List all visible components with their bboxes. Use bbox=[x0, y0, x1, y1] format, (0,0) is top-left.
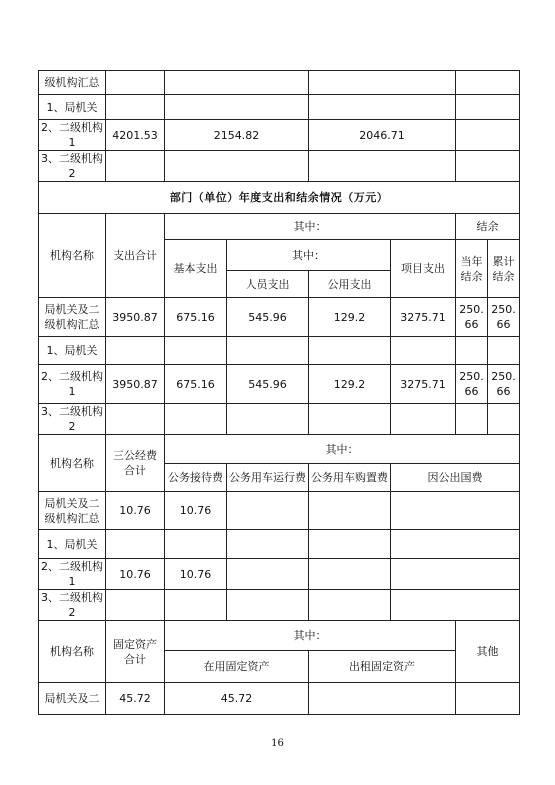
value-cell bbox=[227, 559, 309, 590]
table-row bbox=[39, 151, 520, 182]
value-cell: 3950.87 bbox=[106, 298, 165, 337]
budget-table bbox=[38, 70, 520, 715]
page-number: 16 bbox=[271, 738, 284, 749]
org-name-cell: 局机关及二 bbox=[39, 683, 106, 715]
value-cell bbox=[227, 492, 309, 530]
header-cell: 基本支出 bbox=[165, 240, 227, 298]
table-row bbox=[39, 95, 520, 120]
org-name-cell: 3、二级机构 2 bbox=[39, 590, 106, 621]
value-cell: 45.72 bbox=[165, 683, 309, 715]
table-row bbox=[39, 492, 520, 530]
value-cell: 45.72 bbox=[106, 683, 165, 715]
section-title: 部门（单位）年度支出和结余情况（万元） bbox=[39, 182, 520, 214]
value-cell bbox=[391, 590, 520, 621]
section-title-row bbox=[39, 182, 520, 214]
header-cell: 在用固定资产 bbox=[165, 651, 309, 683]
table-row bbox=[39, 337, 520, 365]
header-cell: 当年结余 bbox=[456, 240, 488, 298]
org-name-cell: 3、二级机构 2 bbox=[39, 151, 106, 182]
value-cell bbox=[488, 404, 520, 435]
value-cell bbox=[391, 530, 520, 559]
value-cell bbox=[227, 337, 309, 365]
value-cell bbox=[106, 404, 165, 435]
value-cell bbox=[227, 530, 309, 559]
header-cell: 人员支出 bbox=[227, 271, 309, 298]
header-cell: 其中： bbox=[227, 240, 391, 271]
table-row bbox=[39, 530, 520, 559]
header-cell: 其他 bbox=[456, 621, 520, 683]
header-cell: 公务用车购置费 bbox=[309, 464, 391, 492]
value-cell: 250.66 bbox=[488, 365, 520, 404]
value-cell bbox=[227, 404, 309, 435]
value-cell bbox=[391, 337, 456, 365]
value-cell bbox=[165, 337, 227, 365]
header-row bbox=[39, 621, 520, 651]
value-cell: 10.76 bbox=[165, 559, 227, 590]
header-row bbox=[39, 435, 520, 464]
org-name-cell: 局机关及二级机构汇总 bbox=[39, 298, 106, 337]
value-cell bbox=[391, 559, 520, 590]
header-cell: 其中： bbox=[165, 621, 456, 651]
value-cell: 3275.71 bbox=[391, 365, 456, 404]
value-cell: 675.16 bbox=[165, 365, 227, 404]
table-row bbox=[39, 71, 520, 95]
header-cell: 项目支出 bbox=[391, 240, 456, 298]
value-cell: 545.96 bbox=[227, 365, 309, 404]
value-cell bbox=[488, 337, 520, 365]
value-cell bbox=[227, 590, 309, 621]
header-cell: 其中： bbox=[165, 435, 520, 464]
value-cell: 250.66 bbox=[456, 365, 488, 404]
value-cell bbox=[391, 404, 456, 435]
value-cell bbox=[391, 492, 520, 530]
value-cell: 10.76 bbox=[106, 559, 165, 590]
header-cell: 支出合计 bbox=[106, 214, 165, 298]
header-cell: 机构名称 bbox=[39, 214, 106, 298]
value-cell bbox=[165, 590, 227, 621]
value-cell bbox=[309, 404, 391, 435]
org-name-cell: 1、局机关 bbox=[39, 337, 106, 365]
header-cell: 机构名称 bbox=[39, 435, 106, 492]
header-cell: 结余 bbox=[456, 214, 520, 240]
value-cell bbox=[309, 492, 391, 530]
table-row bbox=[39, 404, 520, 435]
header-cell: 公务用车运行费 bbox=[227, 464, 309, 492]
org-name-cell: 局机关及二级机构汇总 bbox=[39, 492, 106, 530]
value-cell: 3950.87 bbox=[106, 365, 165, 404]
header-cell: 公用支出 bbox=[309, 271, 391, 298]
value-cell bbox=[165, 530, 227, 559]
header-cell: 机构名称 bbox=[39, 621, 106, 683]
value-cell: 545.96 bbox=[227, 298, 309, 337]
org-name-cell: 3、二级机构 2 bbox=[39, 404, 106, 435]
header-row bbox=[39, 214, 520, 240]
value-cell bbox=[309, 559, 391, 590]
header-cell: 三公经费合计 bbox=[106, 435, 165, 492]
org-name-cell: 1、局机关 bbox=[39, 530, 106, 559]
value-cell: 2046.71 bbox=[309, 120, 456, 151]
value-cell bbox=[456, 337, 488, 365]
header-cell: 累计结余 bbox=[488, 240, 520, 298]
table-row bbox=[39, 683, 520, 715]
value-cell bbox=[165, 404, 227, 435]
value-cell bbox=[309, 337, 391, 365]
header-cell: 其中： bbox=[165, 214, 456, 240]
value-cell bbox=[106, 337, 165, 365]
header-cell: 因公出国费 bbox=[391, 464, 520, 492]
table-row bbox=[39, 559, 520, 590]
table-row bbox=[39, 590, 520, 621]
value-cell bbox=[106, 590, 165, 621]
value-cell: 2154.82 bbox=[165, 120, 309, 151]
value-cell: 675.16 bbox=[165, 298, 227, 337]
header-cell: 公务接待费 bbox=[165, 464, 227, 492]
table-row bbox=[39, 120, 520, 151]
value-cell: 10.76 bbox=[106, 492, 165, 530]
org-name-cell: 2、二级机构 1 bbox=[39, 120, 106, 151]
value-cell: 129.2 bbox=[309, 298, 391, 337]
header-cell: 出租固定资产 bbox=[309, 651, 456, 683]
value-cell: 129.2 bbox=[309, 365, 391, 404]
table-row bbox=[39, 298, 520, 337]
org-name-cell: 1、局机关 bbox=[39, 95, 106, 120]
org-name-cell: 2、二级机构 1 bbox=[39, 365, 106, 404]
org-name-cell: 2、二级机构 1 bbox=[39, 559, 106, 590]
header-cell: 固定资产合计 bbox=[106, 621, 165, 683]
value-cell bbox=[456, 404, 488, 435]
table-row bbox=[39, 365, 520, 404]
value-cell bbox=[309, 590, 391, 621]
value-cell: 10.76 bbox=[165, 492, 227, 530]
value-cell: 3275.71 bbox=[391, 298, 456, 337]
org-name-cell: 级机构汇总 bbox=[39, 71, 106, 95]
value-cell bbox=[106, 530, 165, 559]
value-cell: 250.66 bbox=[456, 298, 488, 337]
value-cell: 4201.53 bbox=[106, 120, 165, 151]
value-cell: 250.66 bbox=[488, 298, 520, 337]
value-cell bbox=[309, 530, 391, 559]
